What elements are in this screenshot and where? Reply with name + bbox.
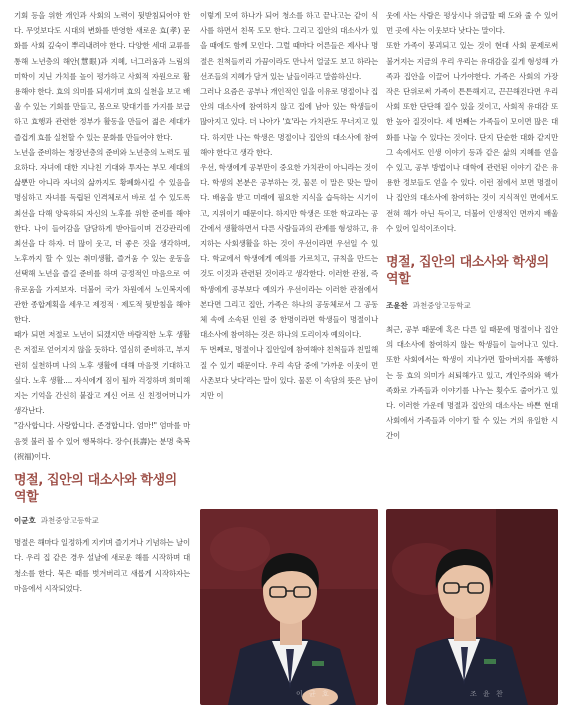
paragraph: 기회 등을 위한 개인과 사회의 노력이 뒷받침되어야 한다. 무엇보다도 시대의 변화를 반영한 새로운 효(孝) 문화를 사회 깊숙이 뿌리내려야 한다. 다양한 세대 교류를 통해 노년층의 해안(慧眼)과 지혜, 너그러움과 느림의 미학이 지닌 가치를 높이 평가하고 사회적 자원으로 활용해야 한다. 효의 의미를 되새기며 효의 실천을 보고 배울 수 있는 기회를 만들고, 몸으로 맞대기를 가지를 보급하고 효행과 관련한 정부가 활동을 만들어 젊은 세대가 즐겁게 효를 실천할 수 있는 문화를 만들어야 한다. <box>14 11 190 142</box>
paragraph: 명절은 해마다 일정하게 지키며 즐기거나 기념하는 날이다. 우리 집 같은 경우 설날에 새로운 해를 시작하며 대청소를 한다. 묵은 때를 벗겨버리고 새롭게 시작하자는 마음에서 시작되었다. <box>14 538 190 593</box>
student-portrait-illustration <box>200 509 378 705</box>
student-photo-2 <box>386 509 558 705</box>
essay-body-1 <box>14 8 190 464</box>
paragraph: 또한 가족이 붕괴되고 있는 것이 현대 사회 문제로써 불거지는 지금의 우리 우리는 유대감을 깊게 형성해 가족과 집안을 이끌어 나가야한다. 가족은 사회의 가장 작은 단위로써 가족이 튼튼해지고, 끈끈해진다면 우리 사회 또한 단단해 질수 있을 것이고, 사회적 유대감 또한 높아 질것이다. 세 번째는 가족들이 모이면 많은 대화를 나눌 수 있다는 것이다. 단지 단순한 대화 같지만 그 속에서도 인생 이야기 등과 같은 삶의 지혜를 얻을 수 있고, 공부 방법이나 대학에 관련된 이야기 같은 유용한 정보들도 얻을 수 있다. 이런 점에서 보면 명절이나 집안의 대소사에 참여하는 것이 지식적인 면에서도 전혀 해가 아닌 득이고, 더불어 인생적인 면까지 배울 수 있어 일석이조이다. <box>386 41 558 233</box>
author-name: 조윤찬 <box>386 301 408 311</box>
paragraph: 이렇게 모여 하나가 되어 청소를 하고 끝나고는 같이 식사를 하면서 친목 도모 한다. 그리고 집안의 대소사가 있을 때에도 함께 모인다. 그럴 때마다 어른들은 제사나 명절은 친척들끼리 가끔이라도 만나서 얼굴도 보고 하라는 선조들의 지혜가 담겨 있는 날들이라고 말씀하신다. <box>200 11 378 81</box>
paragraph: "감사합니다. 사랑합니다. 존경합니다. 엄마!" 엄마를 마음껏 불러 볼 수 있어 행복하다. 장수(長壽)는 분명 축복(祝福)이다. <box>14 421 190 461</box>
column-3 <box>386 8 558 444</box>
author-school: 과천중앙고등학교 <box>40 516 99 526</box>
column-1 <box>14 8 190 596</box>
student-portrait-illustration <box>386 509 558 705</box>
section-title-1: 명절, 집안의 대소사와 학생의 역할 <box>14 473 177 506</box>
paragraph: 때가 되면 저절로 노년이 되겠지만 바람직한 노후 생활은 저절로 얻어지지 않을 듯하다. 열심히 준비하고, 부지런히 실천하며 나의 노후 생활에 대해 마음껏 기대하고 싶다. 노후 생활.... 자식에게 짐이 될까 걱정하며 희미해지는 기억을 간신히 붙잡고 계신 어르 신 친정어머니가 생각난다. <box>14 330 190 416</box>
essay-body-2-continued <box>200 8 378 403</box>
student-photo-1 <box>200 509 378 705</box>
column-2 <box>200 8 378 403</box>
photo-caption-2: 조 윤 찬 <box>470 690 505 698</box>
paragraph: 최근, 공부 때문에 혹은 다른 일 때문에 명절이나 집안의 대소사에 참여하지 않는 학생들이 늘어나고 있다. 또한 사회에서는 학생이 지나가면 할아버지를 폭행하는 등 효의 의미가 쇠퇴해가고 있고, 개인주의와 핵가족화로 가족들과 이야기를 나누는 횟수도 줄어가고 있다. 이러한 가운데 명절과 집안의 대소사는 바쁜 현대 사회에서 가족들과 이야기 할 수 있는 거의 유일한 시간이 <box>386 325 558 441</box>
byline-1 <box>14 515 190 526</box>
author-school: 과천중앙고등학교 <box>412 301 471 311</box>
author-name: 이균호 <box>14 516 36 526</box>
essay-body-3 <box>386 322 558 444</box>
essay-body-2-end <box>386 8 558 236</box>
photo-caption-1: 이 균 호 <box>296 690 331 698</box>
byline-2 <box>386 300 558 311</box>
essay-body-2 <box>14 535 190 596</box>
section-title-2: 명절, 집안의 대소사와 학생의 역할 <box>386 255 549 288</box>
paragraph: 그러나 요즘은 공부나 개인적인 일을 이유로 명절이나 집안의 대소사에 참여하지 않고 집에 남아 있는 학생들이 많아지고 있다. 더 나아가 '효'라는 가치관도 무너지고 있다. 하지만 나는 학생은 명절이나 집안의 대소사에 참여해야 한다고 생각 한다. <box>200 87 378 157</box>
paragraph: 우선, 학생에게 공부만이 중요한 가치관이 아니라는 것이다. 학생의 본분은 공부하는 것, 물론 이 말은 맞는 말이다. 배움을 받고 미래에 필요한 지식을 습득하는 시기이고, 지위이기 때문이다. 하지만 학생은 또한 학교라는 공간에서 생활하면서 다른 사람들과의 관계를 형성하고, 유지하는 사회생활을 하는 것이 우선이라면 우선일 수 있다. 학교에서 학생에게 예의를 가르치고, 규칙을 만드는 것도 이것과 관련된 것이라고 생각한다. 이러한 관점, 즉 학생에게 공부보다 예의가 우선이라는 이러한 관점에서 본다면 그리고 집안, 가족은 하나의 공동체로서 그 공동체 속에 소속된 인원 중 한명이라면 학생들이 명절이나 대소사에 참여하는 것은 하나의 도리이자 예의이다. <box>200 163 378 340</box>
paragraph: 두 번째로, 명절이나 집안일에 참여해야 친척들과 친밀해질 수 있기 때문이다. 우리 속담 중에 '가까운 이웃이 먼 사촌보다 낫다'라는 말이 있다. 물론 이 속담의 뜻은 남이지만 이 <box>200 345 378 401</box>
paragraph: 웃에 사는 사람은 평상시나 위급할 때 도와 줄 수 있어 먼 곳에 사는 이웃보다 낫다는 말이다. <box>386 11 558 36</box>
paragraph: 노년을 준비하는 청장년층의 준비와 노년층의 노력도 필요하다. 자녀에 대한 지나친 기대와 투자는 부모 세대의 삶뿐만 아니라 자녀의 삶까지도 황폐화시킬 수 있음을 명심하고 자녀를 독립된 인격체로서 바로 설 수 있도록 최선을 다해 양육하되 자신의 노후를 위한 준비를 해야 한다. 나이 들어감을 담담하게 받아들이며 건강관리에 최선을 다 하자. 더 많이 웃고, 더 좋은 것을 생각하며, 노후까지 할 수 있는 취미생활, 즐거움 수 있는 운동을 선택해 노년을 즐길 준비를 하며 긍정적인 마음으로 여유로움을 가져보자. 더불어 국가 차원에서 노인복지에 관한 종합계획을 세우고 제정적 · 제도적 뒷받침을 해야 한다. <box>14 147 190 325</box>
